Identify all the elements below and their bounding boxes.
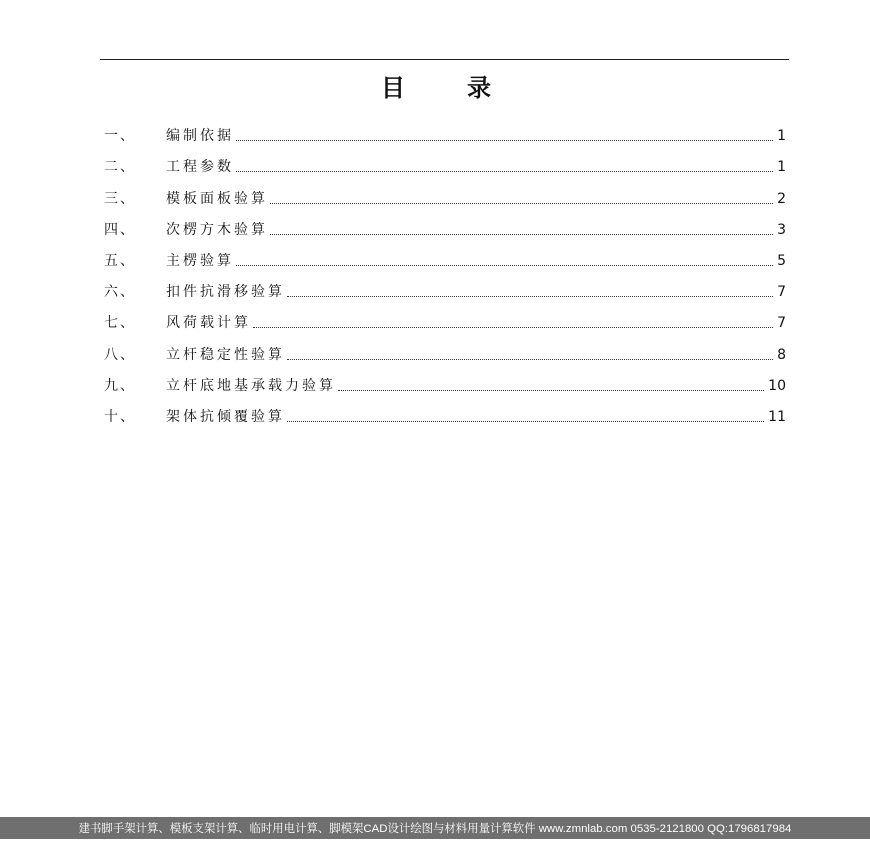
toc-entry-number: 四、 (104, 221, 136, 238)
toc-entry[interactable] (104, 301, 786, 332)
toc-leader-dots (287, 295, 773, 297)
toc-entry[interactable] (104, 239, 786, 270)
header-rule (100, 59, 789, 60)
toc-entry-page: 1 (777, 159, 786, 176)
toc-entry-page: 5 (777, 252, 786, 269)
toc-entry-number: 二、 (104, 159, 136, 176)
toc-entry-text: 架体抗倾覆验算 (166, 408, 285, 425)
toc-entry-text: 风荷载计算 (166, 315, 251, 332)
toc-entry-text: 工程参数 (166, 159, 234, 176)
toc-entry-number: 十、 (104, 408, 136, 425)
toc-entry[interactable] (104, 395, 786, 426)
toc-entry-number: 三、 (104, 190, 136, 207)
toc-entry-page: 10 (768, 377, 786, 394)
toc-leader-dots (236, 170, 773, 172)
toc-entry-text: 编制依据 (166, 128, 234, 145)
toc-entry[interactable] (104, 145, 786, 176)
toc-entry-page: 8 (777, 346, 786, 363)
toc-entry-page: 11 (768, 408, 786, 425)
toc-entry[interactable] (104, 208, 786, 239)
toc-entry-text: 模板面板验算 (166, 190, 268, 207)
toc-entry-text: 主楞验算 (166, 252, 234, 269)
toc-entry[interactable] (104, 114, 786, 145)
footer-text: 建书脚手架计算、模板支架计算、临时用电计算、脚模架CAD设计绘图与材料用量计算软件 www.zmnlab.com 0535-2121800 QQ:1796817984 (78, 823, 792, 835)
toc-title: 目录 (381, 74, 553, 102)
toc-entry-number: 一、 (104, 128, 136, 145)
toc-leader-dots (270, 202, 773, 204)
toc-entry-number: 五、 (104, 252, 136, 269)
toc-entry[interactable] (104, 364, 786, 395)
toc-leader-dots (338, 389, 764, 391)
toc-entry-number: 七、 (104, 315, 136, 332)
toc-entry[interactable] (104, 332, 786, 363)
toc-entry-text: 次楞方木验算 (166, 221, 268, 238)
toc-leader-dots (236, 264, 773, 266)
toc-leader-dots (287, 420, 764, 422)
toc-entry[interactable] (104, 176, 786, 207)
toc-entry-page: 1 (777, 128, 786, 145)
toc-leader-dots (287, 358, 773, 360)
toc-entry-number: 九、 (104, 377, 136, 394)
toc-entry-number: 八、 (104, 346, 136, 363)
toc-entry-page: 3 (777, 221, 786, 238)
toc-entry-text: 扣件抗滑移验算 (166, 284, 285, 301)
toc-leader-dots (253, 326, 773, 328)
footer-banner (0, 817, 870, 839)
toc-entry-page: 7 (777, 315, 786, 332)
toc-leader-dots (236, 139, 773, 141)
toc-entry-number: 六、 (104, 284, 136, 301)
toc-entry-text: 立杆稳定性验算 (166, 346, 285, 363)
toc-entry-text: 立杆底地基承载力验算 (166, 377, 336, 394)
toc-leader-dots (270, 233, 773, 235)
toc-entry-page: 2 (777, 190, 786, 207)
toc-entry-page: 7 (777, 284, 786, 301)
toc-list (104, 114, 786, 426)
toc-entry[interactable] (104, 270, 786, 301)
